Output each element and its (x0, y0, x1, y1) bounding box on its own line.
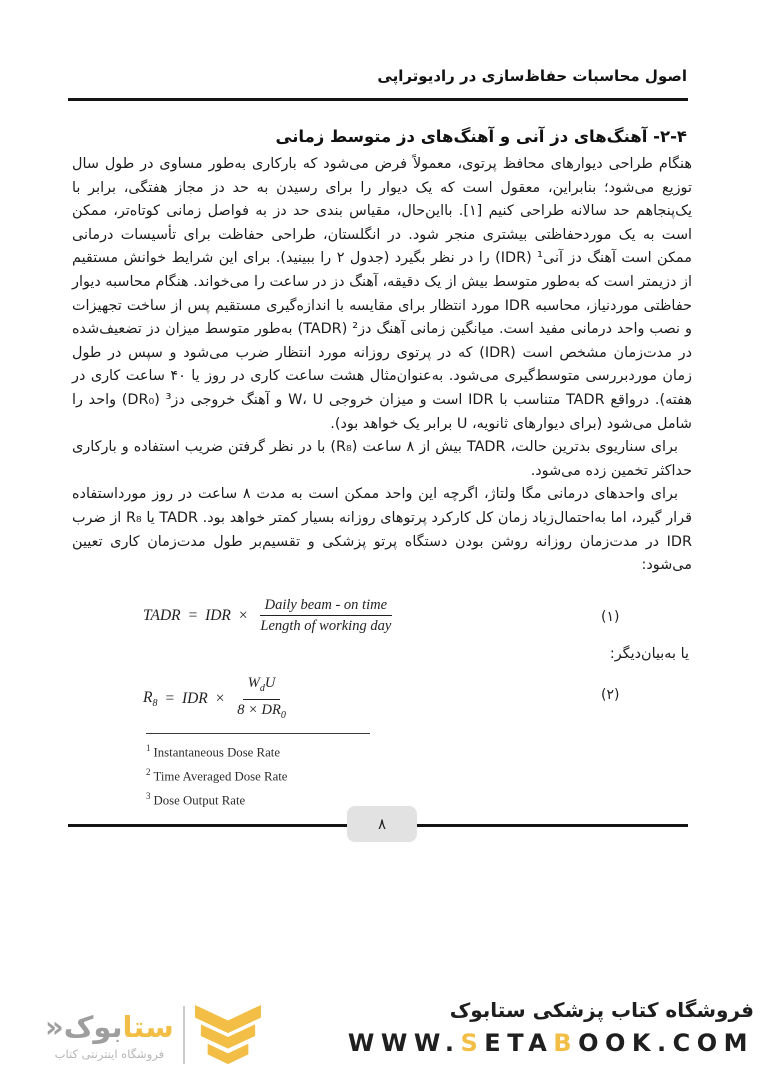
eq2-equals: = (164, 690, 175, 708)
body-text (72, 153, 692, 578)
footnote: $^1$ Instantaneous Dose Rate (146, 743, 281, 760)
body-paragraph: هنگام طراحی دیوارهای محافظ پرتوی، معمولاً فرض می‌شود که بارکاری به‌طور مساوی در طول سال توزیع می‌شود؛ بنابراین، معقول است که یک دیوار را برای رسیدن به حد دز مجاز هفتگی، برابر با یک‌پنجاهم حد سالانه طراحی کنیم [۱]. بااین‌حال، مقیاس بندی حد دز به فواصل زمانی کوتاه‌تر، ممکن است به یک موردحفاظتی بیشتری منجر شود. در انگلستان، طراحی حفاظت برای تأسیسات درمانی ممکن است آهنگ دز آنی¹ (IDR) را در نظر بگیرد (جدول ۲ را ببینید). برای این شرایط خوانش مستقیم از دزیمتر است که به‌طور متوسط بیش از یک دقیقه، آهنگ دز در ساعت را می‌خواند. هنگام محاسبه دیوار حفاظتی موردنیاز، محاسبه IDR مورد انتظار برای مقایسه با اندازه‌گیری مستقیم پس از ساخت تجهیزات و نصب واحد درمانی مفید است. میانگین زمانی آهنگ دز² (TADR) به‌طور متوسط میزان دز تضعیف‌شده در مدت‌زمان مشخص است (IDR) که در پرتوی روزانه مورد انتظار ضرب می‌شود و سپس در طول زمان موردبررسی متوسط‌گیری می‌شود. به‌عنوان‌مثال هشت ساعت کاری در روز یا ۴۰ ساعت کاری در هفته). درواقع TADR متناسب با IDR است و میزان خروجی W، U و آهنگ خروجی دز³ (DR₀) واحد را شامل می‌شود (برای دیوارهای ثانویه، U برابر یک خواهد بود). (72, 156, 693, 432)
body-paragraph: برای واحدهای درمانی مگا ولتاژ، اگرچه این واحد ممکن است به مدت ۸ ساعت در روز مورداستفاده قرار گیرد، اما به‌احتمال‌زیاد زمان کل کارکرد پرتوهای روزانه بسیار کمتر خواهد بود. TADR یا R₈ از ضرب IDR در مدت‌زمان روزانه روشن بودن دستگاه پرتو پزشکی و تقسیم‌بر طول مدت‌زمان کاری تعیین می‌شود: (72, 486, 692, 574)
logo-divider (183, 1006, 185, 1064)
logo-tagline: فروشگاه اینترنتی کتاب (54, 1046, 165, 1061)
eq1-fraction (255, 596, 396, 635)
store-url-link[interactable]: WWW.SETABOOK.COM (347, 1029, 754, 1057)
eq2-rhs: IDR (181, 690, 208, 708)
logo-wordmark: ستابوک« (45, 1009, 174, 1044)
footnote-separator (146, 733, 370, 734)
equation-connector-text: یا به‌بیان‌دیگر: (609, 646, 689, 662)
page-number: ۸ (377, 815, 387, 833)
page-number-badge (347, 806, 417, 842)
body-paragraph: برای سناریوی بدترین حالت، TADR بیش از ۸ ساعت (R₈) با در نظر گرفتن ضریب استفاده و بارکاری حداکثر تخمین زده می‌شود. (72, 439, 692, 479)
eq2-denominator: $8 \times DR_0$ (237, 701, 286, 721)
logo-wordmark-block (45, 1010, 174, 1061)
footnote: $^2$ Time Averaged Dose Rate (146, 767, 288, 784)
footnotes (146, 739, 288, 811)
eq2-numerator: $W_dU$ (243, 674, 281, 700)
eq1-times: × (237, 606, 249, 624)
equation-2 (143, 674, 291, 725)
eq1-rhs: IDR (205, 606, 231, 624)
eq1-denominator: Length of working day (260, 618, 392, 634)
running-header-title: اصول محاسبات حفاظ‌سازی در رادیوتراپی (377, 67, 687, 85)
eq2-lhs: $R_8$ (143, 689, 158, 710)
section-heading: ۲-۴- آهنگ‌های دز آنی و آهنگ‌های دز متوسط زمانی (275, 127, 687, 146)
eq1-lhs: TADR (143, 606, 181, 624)
eq2-fraction (232, 674, 291, 725)
footer-store-block (348, 998, 754, 1057)
eq1-numerator: Daily beam - on time (260, 596, 392, 616)
equation-1 (143, 596, 396, 635)
eq1-equals: = (187, 606, 199, 624)
setabook-logo (45, 1004, 262, 1066)
eq2-times: × (214, 690, 226, 708)
store-title: فروشگاه کتاب پزشکی ستابوک (449, 998, 754, 1022)
setabook-chevron-logo-icon (194, 1004, 262, 1066)
equation-2-number: (۲) (601, 687, 620, 703)
header-rule (68, 98, 688, 101)
footnote: $^3$ Dose Output Rate (146, 791, 246, 808)
equation-1-number: (۱) (601, 609, 620, 625)
